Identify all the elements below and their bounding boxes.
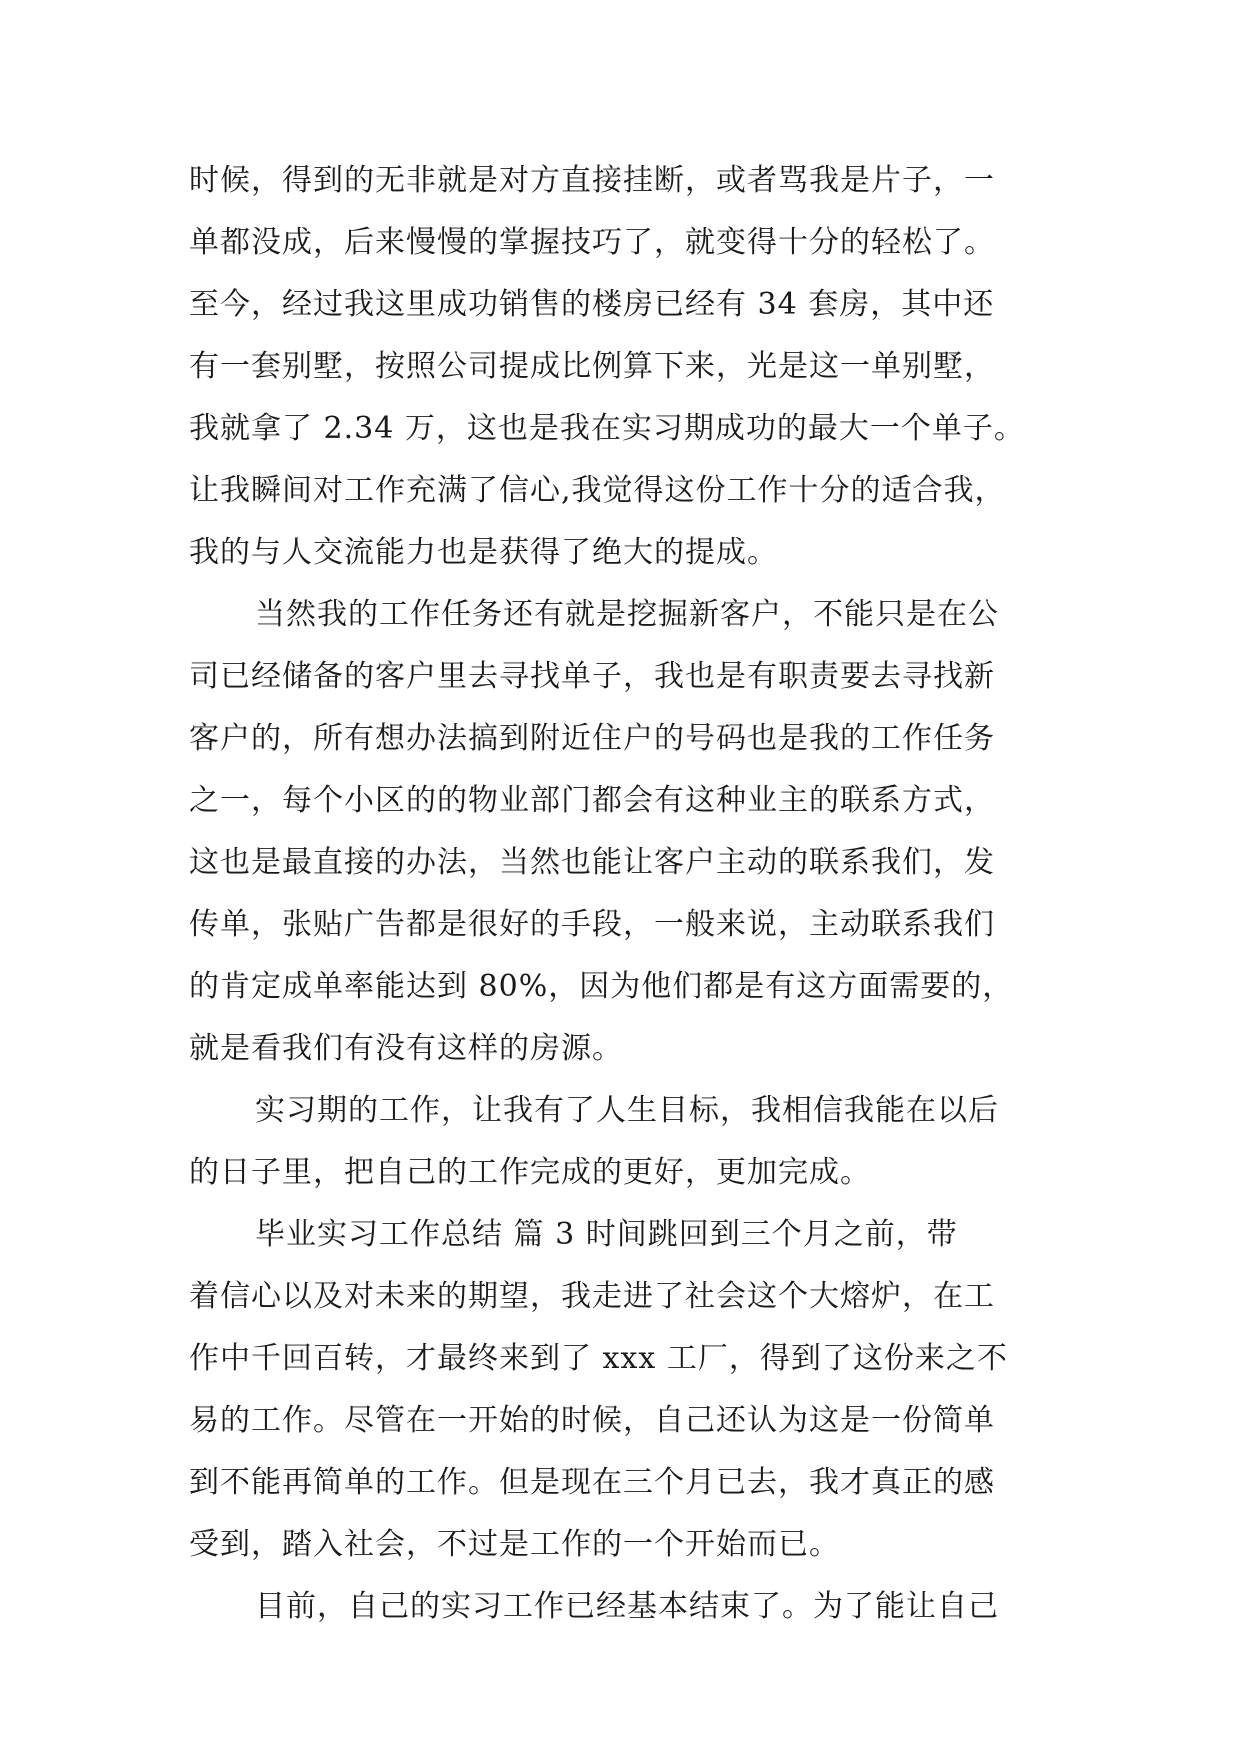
text-line: 时候，得到的无非就是对方直接挂断，或者骂我是片子，一: [189, 163, 995, 198]
paragraph-start-line: 当然我的工作任务还有就是挖掘新客户，不能只是在公: [255, 597, 999, 632]
text-line: 让我瞬间对工作充满了信心,我觉得这份工作十分的适合我，: [189, 473, 1006, 508]
text-line: 的日子里，把自己的工作完成的更好，更加完成。: [189, 1155, 871, 1190]
section-heading-line: 毕业实习工作总结 篇 3 时间跳回到三个月之前，带: [255, 1217, 958, 1252]
text-line: 易的工作。尽管在一开始的时候，自己还认为这是一份简单: [189, 1403, 995, 1438]
text-line: 我的与人交流能力也是获得了绝大的提成。: [189, 535, 778, 570]
text-line: 单都没成，后来慢慢的掌握技巧了，就变得十分的轻松了。: [189, 225, 995, 260]
text-line: 受到，踏入社会，不过是工作的一个开始而已。: [189, 1527, 840, 1562]
text-line: 客户的，所有想办法搞到附近住户的号码也是我的工作任务: [189, 721, 995, 756]
paragraph-start-line: 实习期的工作，让我有了人生目标，我相信我能在以后: [255, 1093, 999, 1128]
body-text: [189, 150, 1069, 1638]
text-line: 作中千回百转，才最终来到了 xxx 工厂，得到了这份来之不: [189, 1341, 1008, 1376]
text-line: 到不能再简单的工作。但是现在三个月已去，我才真正的感: [189, 1465, 995, 1500]
text-line: 的肯定成单率能达到 80%，因为他们都是有这方面需要的，: [189, 969, 1014, 1004]
text-line: 司已经储备的客户里去寻找单子，我也是有职责要去寻找新: [189, 659, 995, 694]
text-line: 传单，张贴广告都是很好的手段，一般来说，主动联系我们: [189, 907, 995, 942]
text-line: 着信心以及对未来的期望，我走进了社会这个大熔炉，在工: [189, 1279, 995, 1314]
text-line: 这也是最直接的办法，当然也能让客户主动的联系我们，发: [189, 845, 995, 880]
text-line: 之一，每个小区的的物业部门都会有这种业主的联系方式，: [189, 783, 995, 818]
text-line: 至今，经过我这里成功销售的楼房已经有 34 套房，其中还: [189, 287, 995, 322]
paragraph-start-line: 目前，自己的实习工作已经基本结束了。为了能让自己: [255, 1589, 999, 1624]
text-line: 有一套别墅，按照公司提成比例算下来，光是这一单别墅，: [189, 349, 995, 384]
text-line: 就是看我们有没有这样的房源。: [189, 1031, 623, 1066]
text-line: 我就拿了 2.34 万，这也是我在实习期成功的最大一个单子。: [189, 411, 1025, 446]
